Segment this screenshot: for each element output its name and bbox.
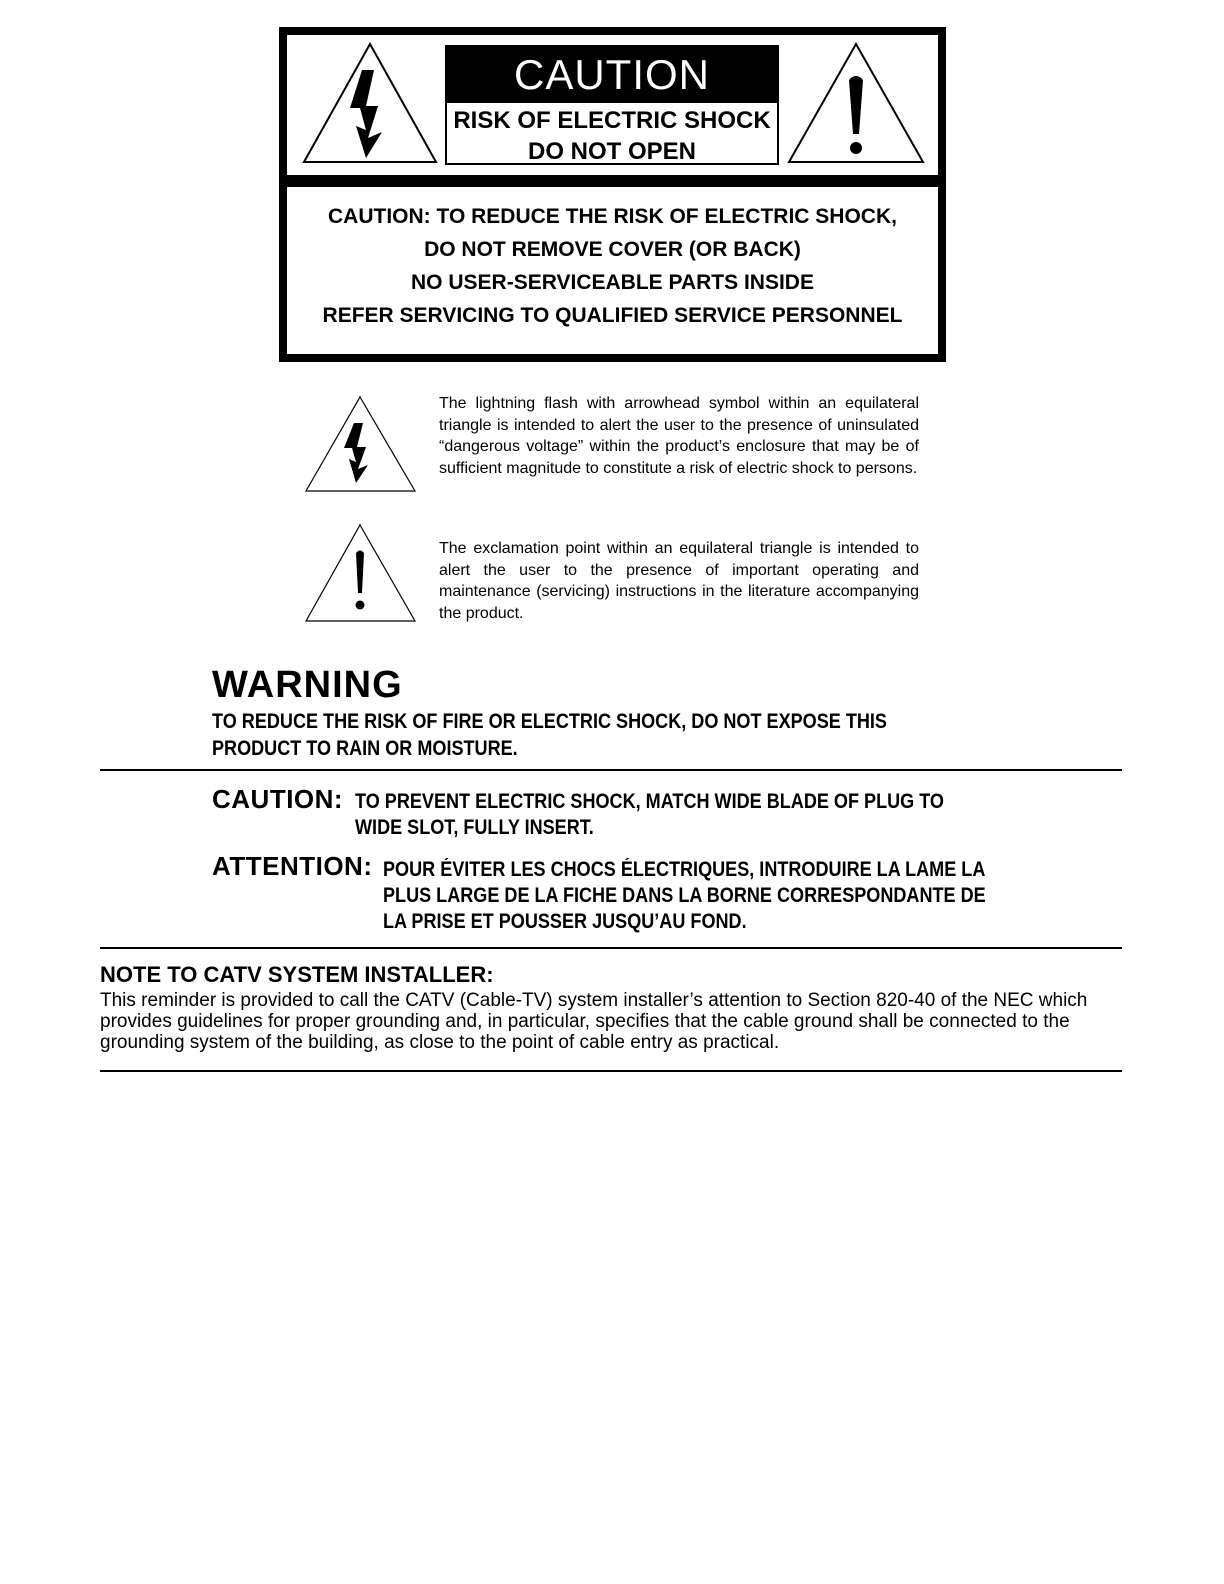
label-line: CAUTION: TO REDUCE THE RISK OF ELECTRIC SHOCK, [328, 205, 897, 228]
lightning-warning-icon [300, 40, 440, 166]
attention-line-1: POUR ÉVITER LES CHOCS ÉLECTRIQUES, INTRODUIRE LA LAME LA [383, 858, 986, 881]
lightning-triangle-icon [304, 395, 417, 493]
warning-title: WARNING [212, 664, 403, 706]
note-body [100, 990, 1120, 1053]
label-line: NO USER-SERVICEABLE PARTS INSIDE [411, 271, 814, 294]
note-line-1: This reminder is provided to call the CATV (Cable-TV) system installer’s attention to Section 820-40 of the NEC which [100, 990, 1088, 1011]
attention-text [383, 857, 1011, 935]
caution-header-line-1: RISK OF ELECTRIC SHOCK [453, 107, 771, 134]
plug-caution-line-2: WIDE SLOT, FULLY INSERT. [355, 816, 594, 839]
caution-header-line-2: DO NOT OPEN [527, 138, 696, 165]
exclamation-symbol-description: The exclamation point within an equilateral triangle is intended to alert the user to the presence of important operating and maintenance (servicing) instructions in the literature accompanying the product. [439, 540, 919, 622]
caution-header-title: CAUTION [447, 47, 777, 103]
label-divider [287, 175, 938, 187]
attention-line-2: PLUS LARGE DE LA FICHE DANS LA BORNE CORRESPONDANTE DE [383, 884, 986, 907]
attention-line-3: LA PRISE ET POUSSER JUSQU’AU FOND. [383, 910, 747, 933]
lightning-symbol-description: The lightning flash with arrowhead symbol within an equilateral triangle is intended to alert the user to the presence of uninsulated “dangerous voltage” within the product’s enclosure that may be of sufficient magnitude to constitute a risk of electric shock to persons. [439, 395, 919, 477]
exclamation-warning-icon [785, 40, 927, 166]
label-line: REFER SERVICING TO QUALIFIED SERVICE PERSONNEL [322, 304, 903, 327]
exclamation-triangle-icon [304, 523, 417, 623]
caution-header [445, 45, 779, 165]
plug-caution-line-1: TO PREVENT ELECTRIC SHOCK, MATCH WIDE BLADE OF PLUG TO [355, 790, 944, 813]
divider [100, 769, 1122, 771]
divider [100, 947, 1122, 949]
warning-body [212, 708, 969, 762]
note-line-2: provides guidelines for proper grounding and, in particular, specifies that the cable ground shall be connected to the [100, 1011, 1070, 1032]
plug-caution-label: CAUTION: [212, 784, 344, 814]
label-line: DO NOT REMOVE COVER (OR BACK) [424, 238, 801, 261]
attention-label: ATTENTION: [212, 851, 373, 881]
note-line-3: grounding system of the building, as close to the point of cable entry as practical. [100, 1032, 780, 1053]
caution-label-text [290, 200, 935, 332]
warning-line-1: TO REDUCE THE RISK OF FIRE OR ELECTRIC SHOCK, DO NOT EXPOSE THIS [212, 710, 887, 733]
plug-caution-text [355, 789, 1009, 841]
divider [100, 1070, 1122, 1072]
note-title: NOTE TO CATV SYSTEM INSTALLER: [100, 962, 494, 987]
warning-line-2: PRODUCT TO RAIN OR MOISTURE. [212, 737, 518, 760]
